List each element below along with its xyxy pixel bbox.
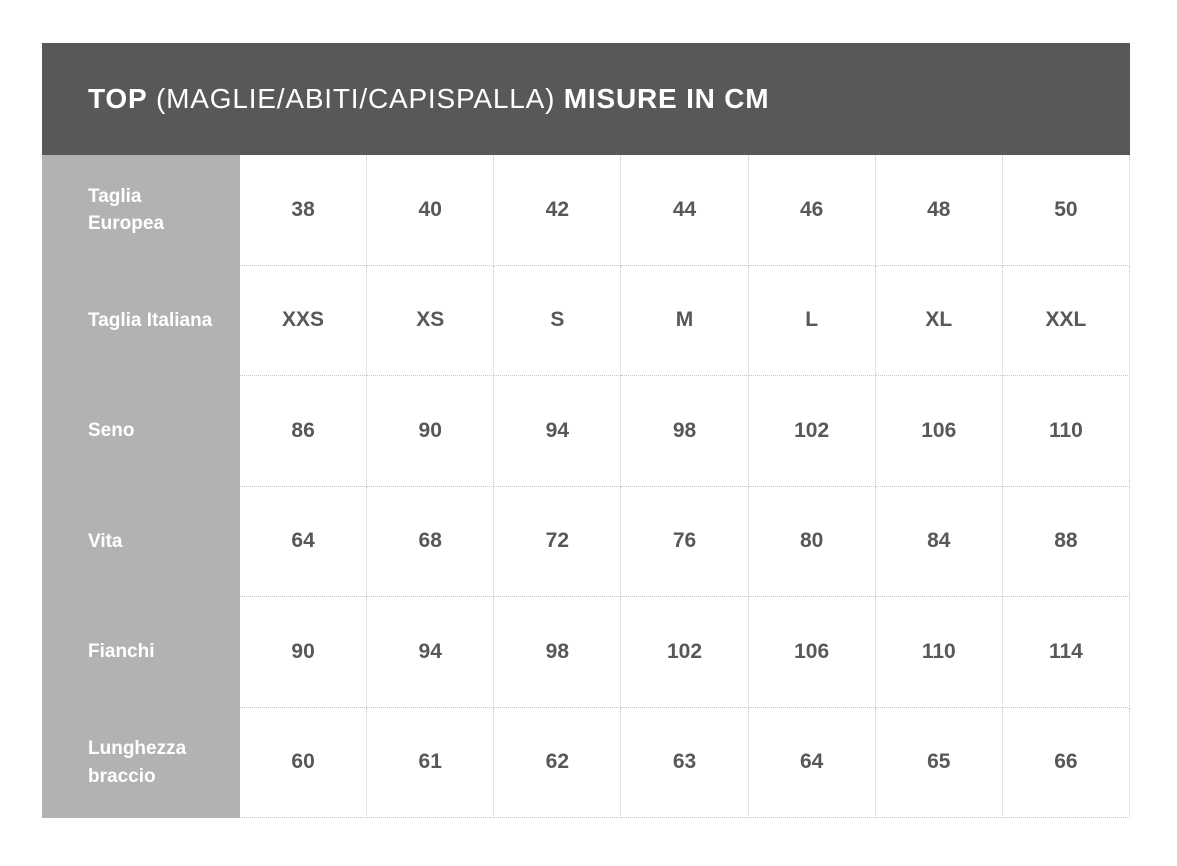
size-cell: 42 [494, 155, 621, 266]
size-cell: 84 [876, 487, 1003, 598]
row-label-vita: Vita [42, 487, 240, 598]
size-cell: 72 [494, 487, 621, 598]
size-cell: 48 [876, 155, 1003, 266]
size-cell: 94 [494, 376, 621, 487]
size-cell: 80 [749, 487, 876, 598]
row-label-lunghezza-braccio: Lunghezza braccio [42, 708, 240, 819]
size-cell: 46 [749, 155, 876, 266]
title-categories: (MAGLIE/ABITI/CAPISPALLA) [156, 83, 556, 114]
size-cell: 94 [367, 597, 494, 708]
size-cell: L [749, 266, 876, 377]
table-header [42, 43, 1130, 155]
size-cell: 106 [749, 597, 876, 708]
size-cell: 86 [240, 376, 367, 487]
size-cell: 68 [367, 487, 494, 598]
size-chart-table [42, 43, 1130, 818]
size-cell: 60 [240, 708, 367, 819]
size-cell: 64 [240, 487, 367, 598]
size-cell: XXL [1003, 266, 1130, 377]
size-cell: 110 [1003, 376, 1130, 487]
size-cell: 88 [1003, 487, 1130, 598]
size-cell: XXS [240, 266, 367, 377]
size-cell: 64 [749, 708, 876, 819]
size-cell: S [494, 266, 621, 377]
size-cell: 66 [1003, 708, 1130, 819]
row-label-fianchi: Fianchi [42, 597, 240, 708]
size-cell: XS [367, 266, 494, 377]
size-cell: 90 [240, 597, 367, 708]
size-cell: 102 [749, 376, 876, 487]
size-cell: XL [876, 266, 1003, 377]
size-cell: 110 [876, 597, 1003, 708]
size-cell: 61 [367, 708, 494, 819]
size-cell: 50 [1003, 155, 1130, 266]
size-cell: 65 [876, 708, 1003, 819]
size-cell: 90 [367, 376, 494, 487]
size-cell: M [621, 266, 748, 377]
size-cell: 40 [367, 155, 494, 266]
row-label-taglia-italiana: Taglia Italiana [42, 266, 240, 377]
row-label-seno: Seno [42, 376, 240, 487]
size-cell: 44 [621, 155, 748, 266]
table-title [88, 83, 769, 115]
size-grid [42, 155, 1130, 818]
size-cell: 106 [876, 376, 1003, 487]
size-cell: 38 [240, 155, 367, 266]
size-cell: 62 [494, 708, 621, 819]
title-product-type: TOP [88, 83, 148, 114]
row-label-taglia-europea: Taglia Europea [42, 155, 240, 266]
size-cell: 63 [621, 708, 748, 819]
size-cell: 114 [1003, 597, 1130, 708]
size-cell: 98 [494, 597, 621, 708]
size-cell: 102 [621, 597, 748, 708]
title-unit: MISURE IN CM [563, 83, 770, 114]
size-cell: 76 [621, 487, 748, 598]
size-cell: 98 [621, 376, 748, 487]
